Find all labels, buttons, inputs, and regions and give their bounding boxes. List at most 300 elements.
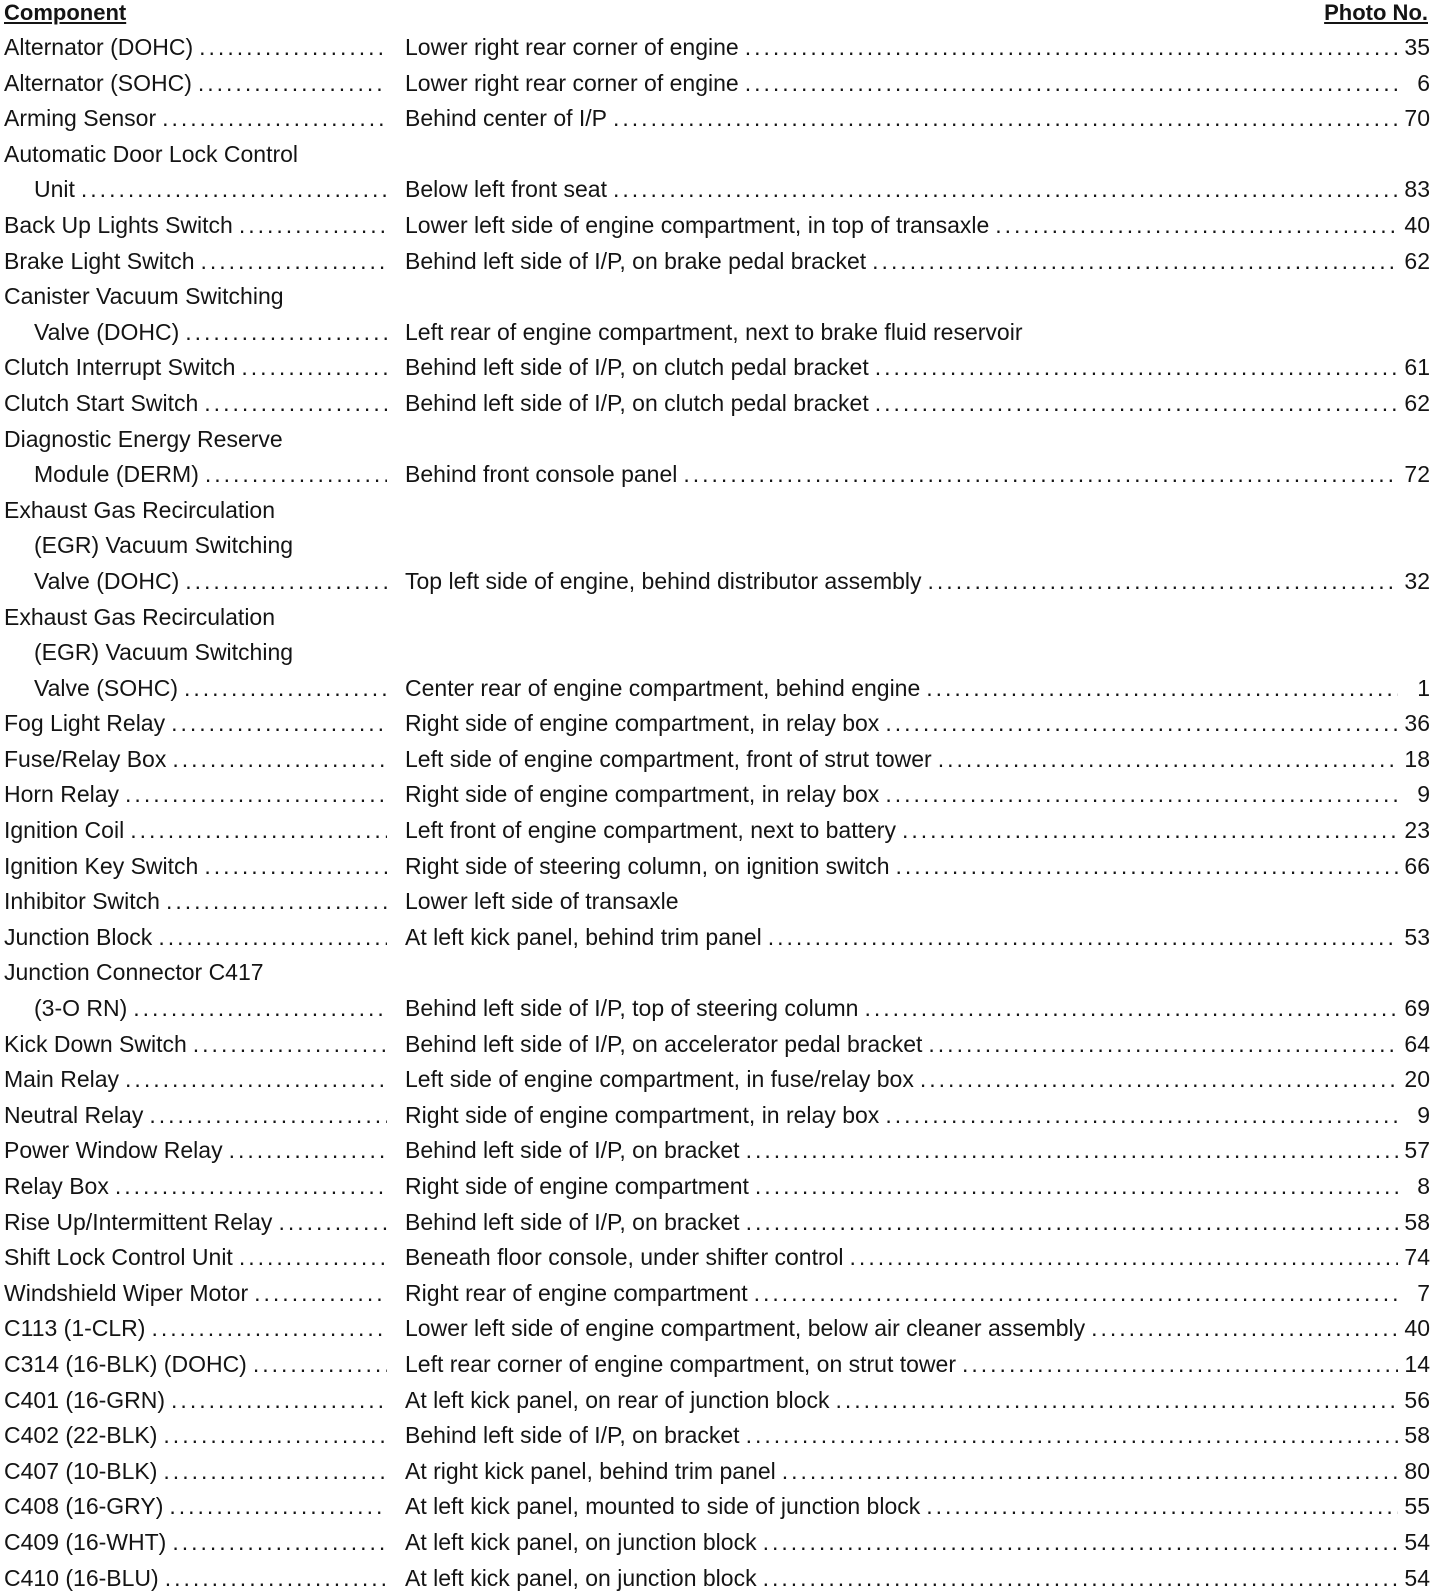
location-cell — [405, 1561, 1430, 1596]
photo-number-column-header: Photo No. — [1324, 0, 1428, 25]
component-cell — [4, 279, 387, 315]
table-row — [0, 101, 1440, 137]
location-cell — [405, 244, 1430, 280]
location-cell — [405, 172, 1430, 208]
table-row — [0, 813, 1440, 849]
component-cell — [4, 137, 387, 173]
location-text: Lower left side of transaxle — [405, 888, 679, 915]
leader-dots — [239, 208, 387, 244]
location-cell — [405, 920, 1430, 956]
location-text: At left kick panel, on rear of junction block — [405, 1386, 830, 1413]
component-cell — [4, 1561, 387, 1596]
leader-dots — [185, 564, 387, 600]
photo-number: 58 — [1404, 1422, 1430, 1449]
location-cell — [405, 1133, 1430, 1169]
photo-number: 83 — [1404, 176, 1430, 203]
leader-dots — [902, 813, 1398, 849]
photo-number: 1 — [1417, 674, 1430, 701]
component-name: Junction Connector C417 — [4, 959, 264, 986]
component-name: (3-O RN) — [34, 995, 128, 1022]
component-cell — [4, 30, 387, 66]
leader-dots — [200, 244, 387, 280]
table-row — [0, 600, 1440, 636]
leader-dots — [125, 777, 387, 813]
component-name: Ignition Coil — [4, 817, 125, 844]
photo-number: 23 — [1404, 817, 1430, 844]
component-name: Rise Up/Intermittent Relay — [4, 1208, 273, 1235]
location-cell — [405, 1240, 1430, 1276]
leader-dots — [875, 350, 1398, 386]
leader-dots — [184, 671, 387, 707]
leader-dots — [229, 1133, 387, 1169]
table-row — [0, 564, 1440, 600]
component-cell — [4, 1205, 387, 1241]
location-cell — [405, 1027, 1430, 1063]
location-text: Right side of engine compartment — [405, 1173, 749, 1199]
component-cell — [4, 813, 387, 849]
component-name: Alternator (DOHC) — [4, 34, 194, 60]
component-name: Exhaust Gas Recirculation — [4, 496, 276, 523]
table-row — [0, 386, 1440, 422]
table-row — [0, 671, 1440, 707]
component-name: Arming Sensor — [4, 105, 157, 132]
leader-dots — [613, 101, 1398, 137]
location-cell — [405, 1383, 1430, 1419]
component-name: Automatic Door Lock Control — [4, 140, 299, 167]
table-row — [0, 457, 1440, 493]
location-cell — [405, 66, 1430, 102]
leader-dots — [172, 1525, 387, 1561]
leader-dots — [171, 706, 387, 742]
photo-number: 6 — [1417, 69, 1430, 96]
component-name: C407 (10-BLK) — [4, 1457, 158, 1484]
location-text: Lower right rear corner of engine — [405, 69, 739, 96]
component-name: Valve (DOHC) — [34, 567, 180, 594]
component-cell — [4, 1098, 387, 1134]
location-cell — [405, 991, 1430, 1027]
location-cell — [405, 101, 1430, 137]
leader-dots — [193, 1027, 387, 1063]
table-row — [0, 1098, 1440, 1134]
location-text: Lower left side of engine compartment, in top of transaxle — [405, 211, 990, 238]
component-cell — [4, 1133, 387, 1169]
table-row — [0, 1027, 1440, 1063]
location-cell — [405, 1205, 1430, 1241]
location-cell — [405, 671, 1430, 707]
location-cell — [405, 1418, 1430, 1454]
location-text: Right side of engine compartment, in relay box — [405, 781, 880, 808]
component-cell — [4, 920, 387, 956]
leader-dots — [872, 244, 1398, 280]
location-cell — [405, 315, 1430, 351]
component-name: C113 (1-CLR) — [4, 1315, 146, 1342]
leader-dots — [926, 671, 1398, 707]
component-cell — [4, 1454, 387, 1490]
photo-number: 9 — [1417, 781, 1430, 808]
table-row — [0, 777, 1440, 813]
photo-number: 55 — [1404, 1493, 1430, 1520]
component-cell — [4, 1525, 387, 1561]
location-text: At left kick panel, behind trim panel — [405, 923, 762, 950]
component-cell — [4, 208, 387, 244]
photo-number: 32 — [1404, 567, 1430, 594]
leader-dots — [185, 315, 387, 351]
table-row — [0, 30, 1440, 66]
table-row — [0, 315, 1440, 351]
component-cell — [4, 706, 387, 742]
component-name: Horn Relay — [4, 781, 120, 808]
photo-number: 72 — [1404, 461, 1430, 488]
location-text: Behind left side of I/P, on clutch pedal bracket — [405, 389, 869, 416]
photo-number: 40 — [1404, 211, 1430, 238]
photo-number: 35 — [1404, 34, 1430, 60]
component-cell — [4, 849, 387, 885]
component-cell — [4, 350, 387, 386]
table-row — [0, 1169, 1440, 1205]
table-row — [0, 1133, 1440, 1169]
location-text: Left rear corner of engine compartment, on strut tower — [405, 1350, 956, 1377]
leader-dots — [254, 1276, 387, 1312]
photo-number: 61 — [1404, 354, 1430, 381]
location-text: At left kick panel, on junction block — [405, 1564, 757, 1591]
location-text: Behind left side of I/P, on bracket — [405, 1208, 740, 1235]
photo-number: 69 — [1404, 995, 1430, 1022]
component-name: Fuse/Relay Box — [4, 745, 167, 772]
location-cell — [405, 1489, 1430, 1525]
component-name: Relay Box — [4, 1173, 109, 1199]
location-cell — [405, 350, 1430, 386]
leader-dots — [130, 813, 387, 849]
table-row — [0, 706, 1440, 742]
leader-dots — [885, 706, 1398, 742]
leader-dots — [171, 1383, 387, 1419]
location-cell — [405, 1098, 1430, 1134]
leader-dots — [835, 1383, 1398, 1419]
location-cell — [405, 742, 1430, 778]
leader-dots — [920, 1062, 1398, 1098]
leader-dots — [782, 1454, 1398, 1490]
location-text: Behind left side of I/P, top of steering column — [405, 995, 859, 1022]
component-cell — [4, 1311, 387, 1347]
component-name: Unit — [34, 176, 75, 203]
component-cell — [4, 1383, 387, 1419]
leader-dots — [885, 1098, 1398, 1134]
location-cell — [405, 849, 1430, 885]
table-row — [0, 1525, 1440, 1561]
leader-dots — [166, 884, 387, 920]
leader-dots — [163, 1418, 387, 1454]
location-cell — [405, 564, 1430, 600]
location-text: At right kick panel, behind trim panel — [405, 1457, 776, 1484]
table-row — [0, 1311, 1440, 1347]
component-cell — [34, 528, 387, 564]
table-row — [0, 955, 1440, 991]
table-row — [0, 66, 1440, 102]
component-name: C402 (22-BLK) — [4, 1422, 158, 1449]
leader-dots — [962, 1347, 1398, 1383]
location-text: Behind left side of I/P, on bracket — [405, 1137, 740, 1164]
table-row — [0, 1489, 1440, 1525]
component-name: Inhibitor Switch — [4, 888, 160, 915]
photo-number: 40 — [1404, 1315, 1430, 1342]
component-cell — [4, 66, 387, 102]
photo-number: 70 — [1404, 105, 1430, 132]
component-cell — [4, 1240, 387, 1276]
location-cell — [405, 386, 1430, 422]
component-cell — [4, 493, 387, 529]
component-cell — [4, 884, 387, 920]
location-text: Behind left side of I/P, on brake pedal bracket — [405, 247, 867, 274]
leader-dots — [165, 1561, 387, 1596]
photo-number: 54 — [1404, 1528, 1430, 1555]
table-row — [0, 172, 1440, 208]
photo-number: 80 — [1404, 1457, 1430, 1484]
location-cell — [405, 1525, 1430, 1561]
photo-number: 53 — [1404, 923, 1430, 950]
location-cell — [405, 457, 1430, 493]
component-cell — [34, 635, 387, 671]
component-name: Canister Vacuum Switching — [4, 283, 284, 310]
leader-dots — [169, 1489, 387, 1525]
component-name: C314 (16-BLK) (DOHC) — [4, 1350, 247, 1377]
component-name: Back Up Lights Switch — [4, 211, 233, 238]
component-name: Windshield Wiper Motor — [4, 1279, 249, 1306]
component-cell — [4, 600, 387, 636]
leader-dots — [755, 1169, 1398, 1205]
leader-dots — [745, 66, 1398, 102]
table-row — [0, 1205, 1440, 1241]
location-text: Beneath floor console, under shifter control — [405, 1244, 844, 1271]
leader-dots — [763, 1525, 1398, 1561]
photo-number: 74 — [1404, 1244, 1430, 1271]
table-row — [0, 244, 1440, 280]
component-cell — [4, 1169, 387, 1205]
leader-dots — [746, 1133, 1398, 1169]
component-cell — [4, 777, 387, 813]
leader-dots — [864, 991, 1398, 1027]
leader-dots — [928, 564, 1398, 600]
component-name: Alternator (SOHC) — [4, 69, 192, 96]
leader-dots — [885, 777, 1398, 813]
photo-number: 58 — [1404, 1208, 1430, 1235]
leader-dots — [172, 742, 387, 778]
component-name: Neutral Relay — [4, 1101, 144, 1128]
component-cell — [4, 1418, 387, 1454]
leader-dots — [938, 742, 1398, 778]
leader-dots — [205, 457, 387, 493]
component-name: C408 (16-GRY) — [4, 1493, 164, 1520]
leader-dots — [746, 1205, 1398, 1241]
location-text: Left side of engine compartment, in fuse/relay box — [405, 1066, 914, 1093]
photo-number: 57 — [1404, 1137, 1430, 1164]
component-name: C410 (16-BLU) — [4, 1564, 159, 1591]
leader-dots — [198, 66, 387, 102]
leader-dots — [683, 457, 1398, 493]
component-cell — [4, 1276, 387, 1312]
component-cell — [4, 244, 387, 280]
component-cell — [34, 457, 387, 493]
leader-dots — [896, 849, 1398, 885]
location-cell — [405, 1276, 1430, 1312]
photo-number: 7 — [1417, 1279, 1430, 1306]
location-text: Behind left side of I/P, on accelerator pedal bracket — [405, 1030, 923, 1057]
photo-number: 62 — [1404, 247, 1430, 274]
location-cell — [405, 30, 1430, 66]
component-name: Brake Light Switch — [4, 247, 195, 274]
leader-dots — [133, 991, 387, 1027]
leader-dots — [928, 1027, 1398, 1063]
table-row — [0, 493, 1440, 529]
component-cell — [34, 991, 387, 1027]
component-name: (EGR) Vacuum Switching — [34, 532, 294, 559]
location-text: Behind center of I/P — [405, 105, 608, 132]
table-row — [0, 635, 1440, 671]
leader-dots — [746, 1418, 1398, 1454]
location-text: Right side of engine compartment, in relay box — [405, 1101, 880, 1128]
leader-dots — [850, 1240, 1398, 1276]
table-row — [0, 920, 1440, 956]
photo-number: 64 — [1404, 1030, 1430, 1057]
table-row — [0, 1347, 1440, 1383]
table-header — [0, 0, 1440, 28]
component-cell — [34, 315, 387, 351]
table-row — [0, 849, 1440, 885]
location-text: At left kick panel, on junction block — [405, 1528, 757, 1555]
leader-dots — [754, 1276, 1398, 1312]
location-cell — [405, 813, 1430, 849]
location-text: Behind left side of I/P, on clutch pedal bracket — [405, 354, 869, 381]
component-cell — [4, 1347, 387, 1383]
table-row — [0, 1383, 1440, 1419]
leader-dots — [125, 1062, 387, 1098]
component-name: Fog Light Relay — [4, 710, 166, 737]
table-row — [0, 279, 1440, 315]
location-text: At left kick panel, mounted to side of junction block — [405, 1493, 921, 1520]
photo-number: 62 — [1404, 389, 1430, 416]
component-cell — [4, 742, 387, 778]
leader-dots — [204, 386, 387, 422]
table-row — [0, 991, 1440, 1027]
location-text: Right side of engine compartment, in relay box — [405, 710, 880, 737]
table-row — [0, 1062, 1440, 1098]
location-cell — [405, 706, 1430, 742]
leader-dots — [926, 1489, 1398, 1525]
table-row — [0, 208, 1440, 244]
photo-number: 66 — [1404, 852, 1430, 879]
photo-number: 14 — [1404, 1350, 1430, 1377]
location-text: Center rear of engine compartment, behind engine — [405, 674, 921, 701]
location-text: Top left side of engine, behind distributor assembly — [405, 567, 922, 594]
table-row — [0, 422, 1440, 458]
component-name: Clutch Interrupt Switch — [4, 354, 236, 381]
component-name: Valve (DOHC) — [34, 318, 180, 345]
leader-dots — [199, 30, 387, 66]
component-cell — [34, 671, 387, 707]
leader-dots — [158, 920, 387, 956]
location-text: Lower left side of engine compartment, below air cleaner assembly — [405, 1315, 1086, 1342]
leader-dots — [239, 1240, 387, 1276]
component-cell — [34, 564, 387, 600]
location-text: Left side of engine compartment, front of strut tower — [405, 745, 932, 772]
location-cell — [405, 777, 1430, 813]
component-name: Module (DERM) — [34, 461, 199, 488]
leader-dots — [745, 30, 1398, 66]
component-name: Clutch Start Switch — [4, 389, 199, 416]
component-name: C409 (16-WHT) — [4, 1528, 167, 1555]
component-table — [0, 30, 1440, 1596]
table-row — [0, 884, 1440, 920]
component-name: Shift Lock Control Unit — [4, 1244, 233, 1271]
component-cell — [4, 422, 387, 458]
table-row — [0, 137, 1440, 173]
component-name: Exhaust Gas Recirculation — [4, 603, 276, 630]
photo-number: 56 — [1404, 1386, 1430, 1413]
location-text: Left rear of engine compartment, next to brake fluid reservoir — [405, 318, 1023, 345]
photo-number: 54 — [1404, 1564, 1430, 1591]
location-text: Right rear of engine compartment — [405, 1279, 748, 1306]
location-text: Right side of steering column, on ignition switch — [405, 852, 890, 879]
photo-number: 8 — [1417, 1173, 1430, 1199]
component-cell — [4, 386, 387, 422]
photo-number: 36 — [1404, 710, 1430, 737]
leader-dots — [204, 849, 387, 885]
location-cell — [405, 1062, 1430, 1098]
table-row — [0, 528, 1440, 564]
leader-dots — [613, 172, 1398, 208]
leader-dots — [163, 1454, 387, 1490]
table-row — [0, 1454, 1440, 1490]
table-row — [0, 1418, 1440, 1454]
component-name: Main Relay — [4, 1066, 120, 1093]
component-cell — [34, 172, 387, 208]
leader-dots — [768, 920, 1398, 956]
location-cell — [405, 1454, 1430, 1490]
location-cell — [405, 1311, 1430, 1347]
leader-dots — [151, 1311, 387, 1347]
leader-dots — [995, 208, 1398, 244]
leader-dots — [81, 172, 387, 208]
leader-dots — [763, 1561, 1398, 1596]
photo-number: 20 — [1404, 1066, 1430, 1093]
leader-dots — [1091, 1311, 1398, 1347]
location-cell — [405, 208, 1430, 244]
component-name: C401 (16-GRN) — [4, 1386, 166, 1413]
photo-number: 9 — [1417, 1101, 1430, 1128]
leader-dots — [253, 1347, 387, 1383]
location-cell — [405, 1169, 1430, 1205]
table-row — [0, 1561, 1440, 1596]
component-name: Kick Down Switch — [4, 1030, 187, 1057]
location-cell — [405, 1347, 1430, 1383]
component-column-header: Component — [4, 0, 127, 25]
component-cell — [4, 955, 387, 991]
leader-dots — [162, 101, 387, 137]
leader-dots — [241, 350, 387, 386]
location-text: Behind left side of I/P, on bracket — [405, 1422, 740, 1449]
component-cell — [4, 101, 387, 137]
table-row — [0, 1240, 1440, 1276]
component-name: Power Window Relay — [4, 1137, 223, 1164]
component-name: Valve (SOHC) — [34, 674, 178, 701]
component-cell — [4, 1489, 387, 1525]
location-text: Behind front console panel — [405, 461, 678, 488]
component-name: (EGR) Vacuum Switching — [34, 639, 294, 666]
leader-dots — [875, 386, 1398, 422]
location-text: Left front of engine compartment, next to battery — [405, 817, 896, 844]
component-name: Ignition Key Switch — [4, 852, 199, 879]
table-row — [0, 742, 1440, 778]
component-name: Diagnostic Energy Reserve — [4, 425, 283, 452]
